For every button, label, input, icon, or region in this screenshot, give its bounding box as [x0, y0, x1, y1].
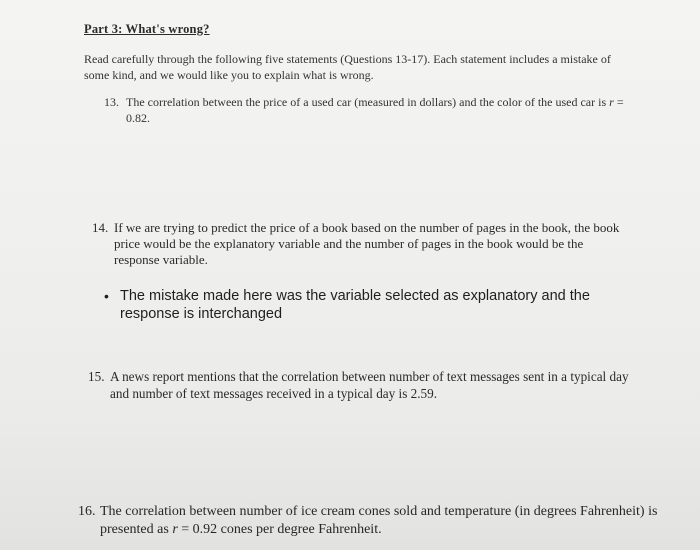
answer-bullet-item	[104, 287, 644, 323]
question-16	[78, 503, 658, 539]
question-text: A news report mentions that the correlation between number of text messages sent in a typical day and number of text messages received in a typical day is 2.59.	[110, 369, 629, 401]
question-14	[92, 220, 632, 268]
math-variable: r	[172, 522, 178, 537]
answer-text: The mistake made here was the variable selected as explanatory and the response is interchanged	[120, 288, 590, 322]
question-15	[88, 368, 638, 402]
question-text-part: The correlation between the price of a used car (measured in dollars) and the color of the used car is	[126, 95, 610, 109]
section-title: Part 3: What's wrong?	[84, 22, 210, 36]
math-variable: r	[609, 95, 614, 109]
question-number: 13.	[104, 95, 119, 109]
question-text-part: = 0.82.	[126, 95, 624, 125]
question-number: 16.	[78, 504, 96, 519]
section-intro: Read carefully through the following five statements (Questions 13-17). Each statement includes a mistake of some kind, and we would like you to explain what is wrong.	[84, 52, 611, 82]
question-text-part: = 0.92 cones per degree Fahrenheit.	[177, 522, 382, 537]
question-text-part: The correlation between number of ice cream cones sold and temperature (in degrees Fahrenheit) is presented as	[100, 504, 658, 537]
question-text	[100, 503, 658, 539]
bullet-icon: •	[104, 288, 109, 304]
question-text: If we are trying to predict the price of a book based on the number of pages in the book, the book price would be the explanatory variable and the number of pages in the book would be the response variable.	[114, 220, 620, 267]
question-13	[104, 94, 634, 126]
question-text	[126, 94, 634, 126]
question-number: 14.	[92, 220, 109, 235]
question-number: 15.	[88, 369, 105, 384]
